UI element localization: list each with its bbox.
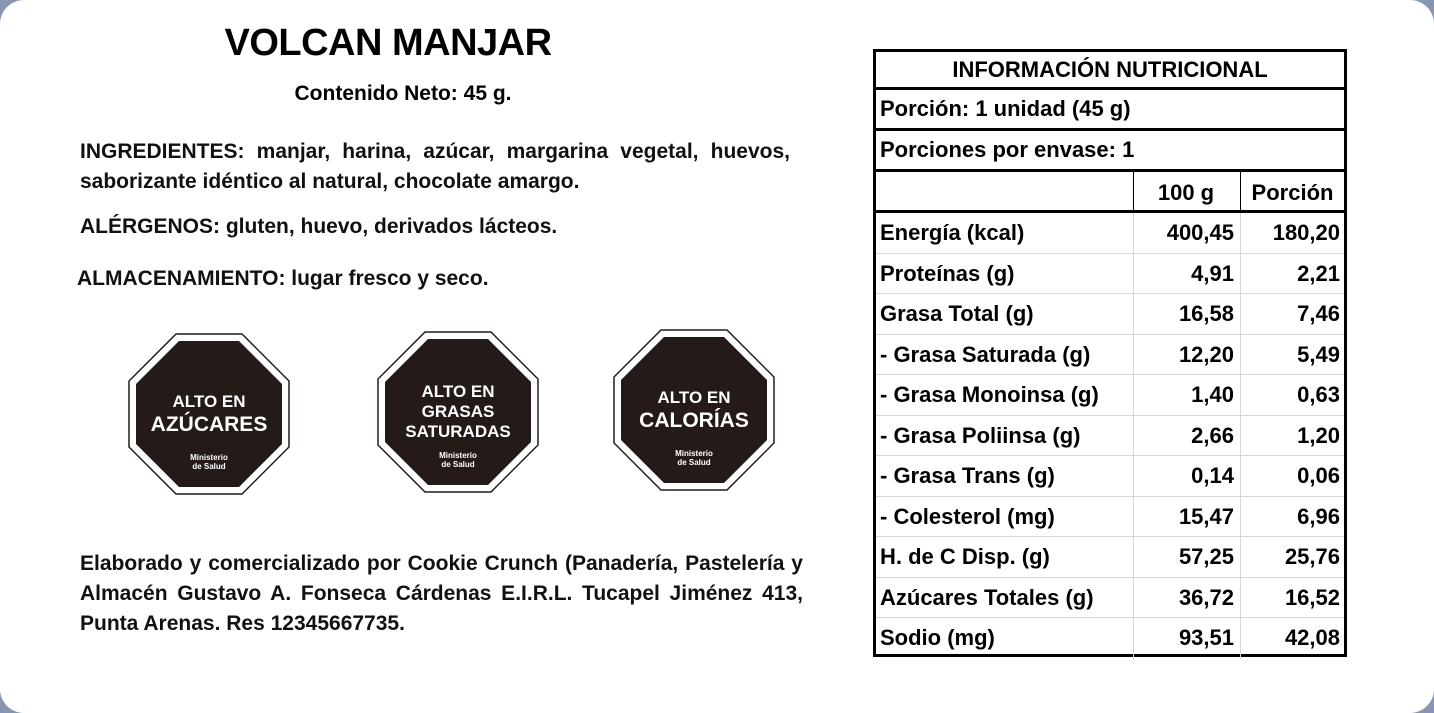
nutrition-servings-per-pack <box>876 131 1344 172</box>
nutrition-title-text: INFORMACIÓN NUTRICIONAL <box>952 56 1268 82</box>
net-content: Contenido Neto: 45 g. <box>294 82 512 105</box>
nutrition-row <box>876 254 1344 295</box>
seal-line2: AZÚCARES <box>150 413 268 436</box>
nutrient-per-100g: 57,25 <box>1134 537 1241 577</box>
nutrient-per-100g: 93,51 <box>1134 618 1241 659</box>
nutrient-per-100g: 15,47 <box>1134 497 1241 537</box>
nutrition-row <box>876 375 1344 416</box>
producer-text: Elaborado y comercializado por Cookie Crunch (Panadería, Pastelería y Almacén Gustavo A. Fonseca Cárdenas E.I.R.L. Tucapel Jiménez 413, Punta Arenas. Res 12345667735. <box>80 552 803 635</box>
nutrient-per-portion: 7,46 <box>1297 301 1340 326</box>
nutrition-table <box>873 49 1347 657</box>
nutrient-per-100g: 2,66 <box>1134 416 1241 456</box>
nutrient-name: - Grasa Trans (g) <box>876 456 1134 496</box>
ingredients-label: INGREDIENTES: <box>80 140 245 163</box>
storage-value: lugar fresco y seco. <box>285 267 489 290</box>
nutrient-name: - Colesterol (mg) <box>876 497 1134 537</box>
seal-line3: SATURADAS <box>405 422 511 441</box>
seal-line1: ALTO EN <box>172 392 246 411</box>
nutrient-per-portion: 0,06 <box>1297 463 1340 488</box>
nutrition-row <box>876 416 1344 457</box>
seal-line1: ALTO EN <box>657 388 731 407</box>
nutrient-per-portion: 16,52 <box>1284 584 1340 610</box>
serving-text: Porción: 1 unidad (45 g) <box>880 96 1131 121</box>
ingredients-text <box>80 137 790 197</box>
seal-alto-grasas-saturadas <box>377 331 539 493</box>
nutrient-name: Energía (kcal) <box>876 213 1134 253</box>
nutrient-name: Proteínas (g) <box>876 254 1134 294</box>
nutrient-per-portion: 0,63 <box>1297 382 1340 407</box>
nutrition-title <box>876 52 1344 90</box>
nutrient-per-100g: 400,45 <box>1134 213 1241 253</box>
seal-alto-calorias <box>613 329 775 491</box>
nutrition-row <box>876 213 1344 254</box>
seal-line2: CALORÍAS <box>639 409 749 432</box>
seal-ministry-line2: de Salud <box>192 462 226 471</box>
nutrient-per-portion: 25,76 <box>1284 544 1340 569</box>
storage-text <box>77 264 787 294</box>
seal-ministry-line1: Ministerio <box>190 453 228 462</box>
nutrient-per-100g: 16,58 <box>1134 294 1241 334</box>
seal-ministry-line1: Ministerio <box>675 449 713 458</box>
nutrient-per-portion: 1,20 <box>1297 422 1340 448</box>
allergens-list: gluten, huevo, derivados lácteos. <box>220 215 558 238</box>
nutrient-per-100g: 0,14 <box>1134 456 1241 496</box>
seal-ministry-line1: Ministerio <box>439 451 477 460</box>
nutrient-per-portion: 180,20 <box>1272 220 1340 245</box>
allergens-text <box>80 212 790 242</box>
nutrition-serving <box>876 90 1344 131</box>
header-blank <box>876 172 1134 210</box>
nutrient-per-portion: 42,08 <box>1284 625 1340 650</box>
nutrient-per-100g: 12,20 <box>1134 335 1241 375</box>
nutrition-row <box>876 456 1344 497</box>
seal-line2: GRASAS <box>421 402 495 421</box>
nutrient-per-100g: 4,91 <box>1134 254 1241 294</box>
nutrient-name: - Grasa Poliinsa (g) <box>876 416 1134 456</box>
nutrition-row <box>876 618 1344 659</box>
nutrient-name: Grasa Total (g) <box>876 294 1134 334</box>
nutrient-per-portion: 6,96 <box>1297 503 1340 529</box>
seal-ministry-line2: de Salud <box>677 458 711 467</box>
header-portion: Porción <box>1251 180 1334 205</box>
nutrient-name: Azúcares Totales (g) <box>876 578 1134 618</box>
nutrient-name: - Grasa Saturada (g) <box>876 335 1134 375</box>
seal-ministry <box>128 453 290 471</box>
nutrient-name: - Grasa Monoinsa (g) <box>876 375 1134 415</box>
nutrient-per-portion: 2,21 <box>1297 260 1340 286</box>
nutrition-row <box>876 335 1344 376</box>
nutrition-header-row <box>876 172 1344 213</box>
seal-ministry <box>613 449 775 467</box>
product-title: VOLCAN MANJAR <box>224 22 552 64</box>
seal-ministry <box>377 451 539 469</box>
ingredients-list: manjar, harina, azúcar, margarina vegetal, huevos, saborizante idéntico al natural, chocolate amargo. <box>80 140 790 193</box>
servings-per-pack-text: Porciones por envase: 1 <box>880 137 1135 162</box>
seal-line1: ALTO EN <box>421 382 495 401</box>
nutrient-per-portion: 5,49 <box>1297 341 1340 367</box>
nutrient-per-100g: 36,72 <box>1134 578 1241 618</box>
nutrition-row <box>876 294 1344 335</box>
nutrition-row <box>876 578 1344 619</box>
seal-ministry-line2: de Salud <box>441 460 475 469</box>
nutrition-row <box>876 537 1344 578</box>
nutrient-name: H. de C Disp. (g) <box>876 537 1134 577</box>
storage-label: ALMACENAMIENTO: <box>77 267 286 290</box>
nutrient-name: Sodio (mg) <box>876 618 1134 659</box>
header-100g: 100 g <box>1134 172 1241 210</box>
nutrition-row <box>876 497 1344 538</box>
allergens-label: ALÉRGENOS: <box>80 215 221 238</box>
seal-alto-azucares <box>128 333 290 495</box>
nutrient-per-100g: 1,40 <box>1134 375 1241 415</box>
